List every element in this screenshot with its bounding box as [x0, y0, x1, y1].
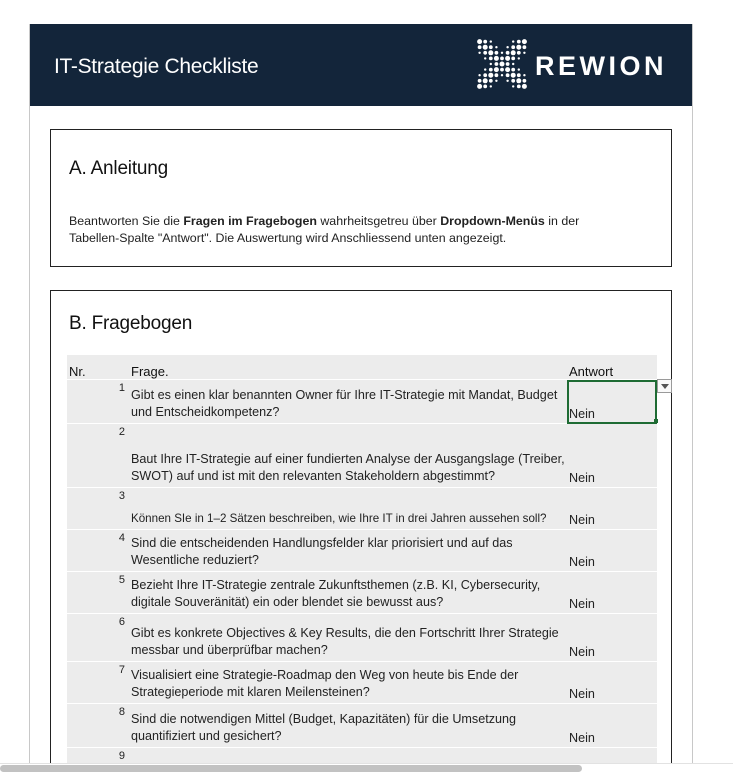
section-a-heading: A. Anleitung — [69, 158, 169, 179]
question-number: 9 — [67, 748, 129, 765]
question-number: 7 — [67, 662, 129, 704]
question-text: Gibt es konkrete Objectives & Key Results, die den Fortschritt Ihrer Strategie messbar und überprüfbar machen? — [129, 614, 567, 662]
answer-cell[interactable]: Nein — [567, 614, 657, 662]
logo-dot — [516, 45, 521, 50]
answer-cell[interactable]: Nein — [567, 424, 657, 488]
horizontal-scrollbar-thumb[interactable] — [0, 765, 582, 772]
logo-dot — [512, 63, 514, 65]
question-number: 3 — [67, 488, 129, 530]
logo-dot — [506, 80, 508, 82]
logo-dot — [501, 52, 503, 54]
question-number: 2 — [67, 424, 129, 488]
logo-dot — [522, 84, 527, 89]
logo-dot — [495, 46, 497, 48]
logo-dot — [523, 45, 527, 49]
logo-dot — [483, 45, 488, 50]
logo-dot — [490, 40, 492, 42]
answer-cell[interactable]: Nein — [567, 704, 657, 748]
question-text: Sind die entscheidenden Handlungsfelder klar priorisiert und auf das Wesentliche reduziert? — [129, 530, 567, 572]
logo-dot — [494, 56, 499, 61]
logo-dot — [489, 45, 493, 49]
page-title: IT-Strategie Checkliste — [54, 55, 259, 78]
dropdown-arrow-button[interactable] — [657, 379, 672, 393]
logo-dot — [495, 62, 499, 66]
section-instructions — [50, 129, 672, 267]
logo-dot — [483, 85, 487, 89]
logo-dot — [495, 80, 497, 82]
instructions-part-1: Beantworten Sie die — [69, 214, 184, 228]
logo-dot — [518, 57, 520, 59]
question-number: 1 — [67, 380, 129, 424]
answer-cell[interactable] — [567, 748, 657, 765]
logo-dot — [495, 73, 499, 77]
instructions-text — [69, 213, 629, 247]
logo-dot — [484, 57, 486, 59]
question-text: Können SIe in 1–2 Sätzen beschreiben, wie Ihre IT in drei Jahren aussehen soll? — [129, 488, 567, 530]
table-header-row — [67, 355, 657, 380]
logo-dot — [477, 84, 482, 89]
question-number: 5 — [67, 572, 129, 614]
logo-dot — [484, 68, 486, 70]
table-row — [67, 748, 657, 765]
table-row — [67, 380, 657, 424]
logo-dot — [522, 39, 527, 44]
logo-dot — [500, 62, 505, 67]
logo-dot — [505, 67, 510, 72]
question-text — [129, 748, 567, 765]
question-text: Baut Ihre IT-Strategie auf einer fundierten Analyse der Ausgangslage (Treiber, SWOT) auf und ist mit den relevanten Stakeholdern abgestimmt? — [129, 424, 567, 488]
table-row — [67, 662, 657, 704]
header-banner — [30, 24, 692, 106]
logo-dot — [517, 73, 521, 77]
logo-dot — [500, 68, 504, 72]
logo-dot — [489, 57, 493, 61]
logo-dot — [483, 51, 487, 55]
section-b-heading: B. Fragebogen — [69, 313, 193, 334]
table-row — [67, 530, 657, 572]
instructions-bold-dropdowns: Dropdown-Menüs — [440, 214, 545, 228]
logo-dot — [494, 67, 499, 72]
logo-dot — [511, 50, 516, 55]
logo-dot — [478, 45, 482, 49]
answer-cell[interactable]: Nein — [567, 572, 657, 614]
checklist-sheet — [29, 24, 693, 764]
logo-dot — [478, 74, 480, 76]
question-number: 4 — [67, 530, 129, 572]
logo-dot — [517, 51, 521, 55]
question-text: Gibt es einen klar benannten Owner für Ihre IT-Strategie mit Mandat, Budget und Entscheidkompetenz? — [129, 380, 567, 424]
questionnaire-table — [67, 355, 657, 764]
logo-wordmark: REWION — [535, 51, 667, 81]
logo-dot — [483, 40, 487, 44]
cell-fill-handle[interactable] — [654, 419, 658, 423]
logo-dot — [511, 73, 516, 78]
question-number: 6 — [67, 614, 129, 662]
logo-dot — [488, 50, 493, 55]
logo-dot — [523, 74, 525, 76]
table-row — [67, 704, 657, 748]
question-text: Sind die notwendigen Mittel (Budget, Kapazitäten) für die Umsetzung quantifiziert und gesichert? — [129, 704, 567, 748]
instructions-bold-questions: Fragen im Fragebogen — [183, 214, 317, 228]
logo-dot — [478, 79, 482, 83]
logo-dot — [506, 51, 510, 55]
logo-dot — [517, 85, 521, 89]
logo-dot — [501, 74, 503, 76]
answer-cell[interactable]: Nein — [567, 380, 657, 424]
column-header-nr: Nr. — [67, 355, 129, 380]
logo-dot — [495, 51, 499, 55]
logo-dot — [511, 79, 515, 83]
logo-dot — [500, 57, 504, 61]
logo-dot — [523, 79, 527, 83]
column-header-antwort: Antwort — [567, 355, 657, 380]
logo-dot — [506, 46, 508, 48]
logo-dot — [490, 63, 492, 65]
logo-dot — [483, 73, 487, 77]
logo-dot — [506, 73, 510, 77]
logo-dot — [483, 78, 488, 83]
logo-dot — [490, 85, 492, 87]
question-number: 8 — [67, 704, 129, 748]
table-row — [67, 572, 657, 614]
logo-dot — [478, 52, 480, 54]
logo-dot — [511, 45, 515, 49]
table-row — [67, 488, 657, 530]
rewion-logo — [474, 38, 674, 90]
logo-dot — [489, 79, 493, 83]
logo-dot — [488, 73, 493, 78]
column-header-frage: Frage. — [129, 355, 567, 380]
answer-cell[interactable]: Nein — [567, 488, 657, 530]
logo-dot — [512, 40, 514, 42]
logo-dot — [512, 85, 514, 87]
answer-cell[interactable]: Nein — [567, 662, 657, 704]
logo-dot — [518, 68, 520, 70]
table-row — [67, 614, 657, 662]
logo-dot — [511, 68, 515, 72]
logo-dot — [523, 52, 525, 54]
logo-mark-icon — [474, 38, 530, 90]
logo-dot — [511, 57, 515, 61]
section-questionnaire — [50, 290, 672, 764]
logo-dot — [517, 40, 521, 44]
question-text: Bezieht Ihre IT-Strategie zentrale Zukunftsthemen (z.B. KI, Cybersecurity, digitale Souveränität) ein oder blendet sie bewusst aus? — [129, 572, 567, 614]
question-text: Visualisiert eine Strategie-Roadmap den Weg von heute bis Ende der Strategieperiode mit klaren Meilensteinen? — [129, 662, 567, 704]
logo-dot — [506, 62, 510, 66]
answer-cell[interactable]: Nein — [567, 530, 657, 572]
instructions-part-2: wahrheitsgetreu über — [316, 214, 441, 228]
logo-dot — [477, 39, 482, 44]
logo-dot — [516, 78, 521, 83]
table-row — [67, 424, 657, 488]
instructions-part-3: in der Tabellen-Spalte "Antwort". Die Auswertung wird Anschliessend unten angezeigt. — [69, 214, 580, 245]
logo-dot — [505, 56, 510, 61]
logo-dot — [489, 68, 493, 72]
